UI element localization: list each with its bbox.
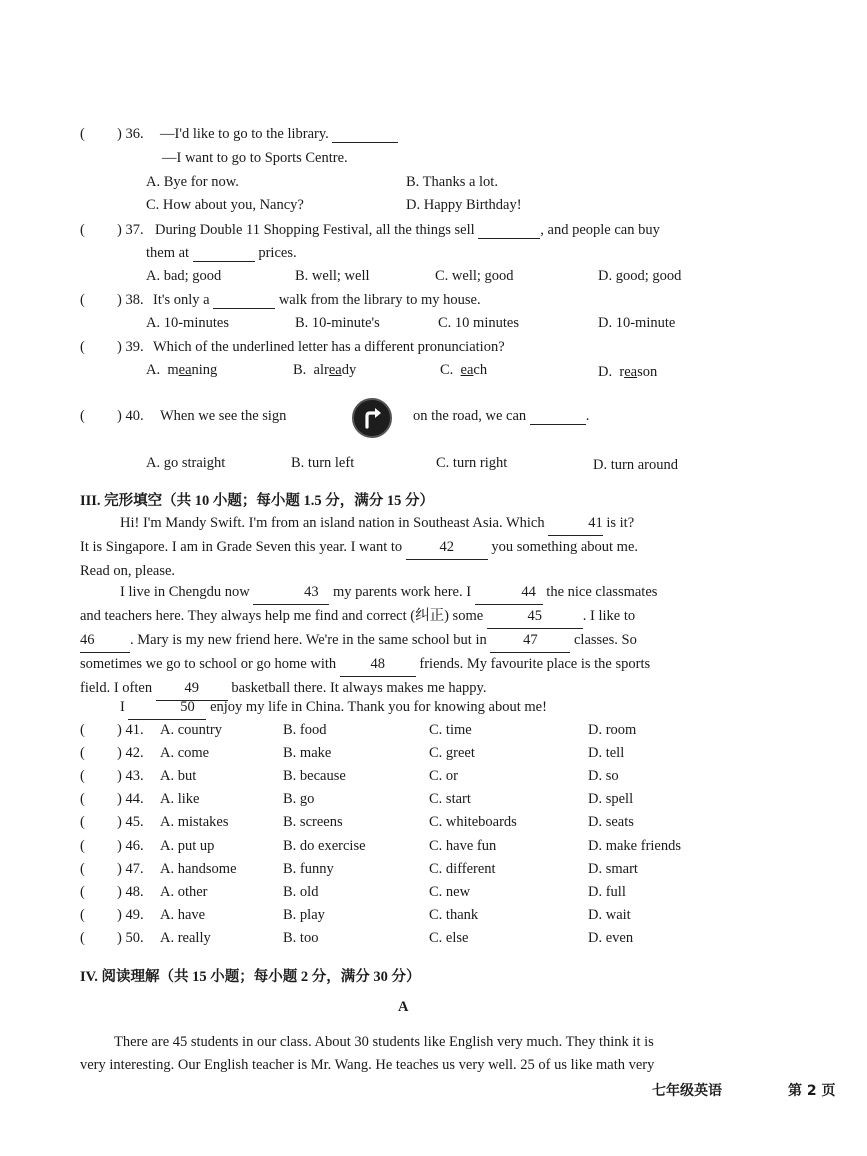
option-d: D. full	[588, 884, 626, 900]
reading-text: There are 45 students in our class. About 30 students like English very much. They think it is	[114, 1034, 654, 1050]
option-c: C. or	[429, 768, 458, 784]
answer-blank	[213, 293, 275, 309]
option-c: C. start	[429, 791, 471, 807]
option-b: B. Thanks a lot.	[406, 174, 498, 190]
answer-paren[interactable]: (	[80, 222, 85, 238]
option-b: B. because	[283, 768, 346, 784]
option-a: A. 10-minutes	[146, 315, 229, 331]
answer-paren[interactable]: (	[80, 126, 85, 142]
option-b: B. go	[283, 791, 315, 807]
question-number: ) 49.	[117, 907, 144, 923]
option-d: D. spell	[588, 791, 634, 807]
passage-paragraph-3: I 50 enjoy my life in China. Thank you for knowing about me!	[80, 696, 727, 720]
question-number: ) 40.	[117, 408, 144, 424]
footer-subject: 七年级英语	[652, 1083, 722, 1099]
option-c: C. turn right	[436, 455, 508, 471]
question-text: on the road, we can .	[413, 408, 590, 424]
question-number: ) 39.	[117, 339, 144, 355]
option-a: A. other	[160, 884, 208, 900]
option-c: C. each	[440, 362, 488, 378]
answer-paren[interactable]: (	[80, 791, 85, 807]
question-number: ) 47.	[117, 861, 144, 877]
question-text: them at prices.	[146, 245, 297, 261]
option-b: B. already	[293, 362, 357, 378]
option-a: A. mistakes	[160, 814, 229, 830]
question-text: —I'd like to go to the library.	[160, 126, 398, 143]
answer-paren[interactable]: (	[80, 768, 85, 784]
question-number: ) 42.	[117, 745, 144, 761]
option-b: B. do exercise	[283, 838, 366, 854]
question-number: ) 46.	[117, 838, 144, 854]
turn-right-sign-icon	[352, 398, 392, 438]
question-text: It's only a walk from the library to my house.	[153, 292, 481, 308]
question-number: ) 41.	[117, 722, 144, 738]
passage-paragraph-1: Hi! I'm Mandy Swift. I'm from an island nation in Southeast Asia. Which 41 is it? It is Singapore. I am in Grade Seven this year. I want to 42 you something about me. Read on, please.	[80, 512, 727, 583]
option-a: A. go straight	[146, 455, 226, 471]
question-number: ) 50.	[117, 930, 144, 946]
option-c: C. new	[429, 884, 471, 900]
question-number: ) 36.	[117, 126, 144, 142]
option-c: C. thank	[429, 907, 479, 923]
answer-blank	[530, 409, 586, 425]
option-c: C. How about you, Nancy?	[146, 197, 304, 213]
option-a: A. but	[160, 768, 197, 784]
option-a: A. country	[160, 722, 223, 738]
answer-paren[interactable]: (	[80, 339, 85, 355]
option-d: D. smart	[588, 861, 638, 877]
question-number: ) 48.	[117, 884, 144, 900]
footer-page-number: 第 2 页	[788, 1083, 836, 1099]
option-b: B. make	[283, 745, 332, 761]
question-text: Which of the underlined letter has a different pronunciation?	[153, 339, 505, 355]
option-d: D. so	[588, 768, 619, 784]
passage-paragraph-2: I live in Chengdu now 43 my parents work here. I 44 the nice classmates and teachers here. They always help me find and correct (纠正) some 45 . I like to 46 . Mary is my new friend here. We're in the same school but in 47 classes. So sometimes we go to school or go home with 48 friends. My favourite place is the sports field. I often 49 basketball there. It always makes me happy.	[80, 581, 727, 701]
option-d: D. turn around	[593, 457, 678, 473]
option-c: C. 10 minutes	[438, 315, 519, 331]
option-c: C. well; good	[435, 268, 514, 284]
answer-paren[interactable]: (	[80, 861, 85, 877]
option-d: D. good; good	[598, 268, 682, 284]
option-b: B. food	[283, 722, 327, 738]
question-number: ) 45.	[117, 814, 144, 830]
option-c: C. whiteboards	[429, 814, 517, 830]
option-d: D. Happy Birthday!	[406, 197, 522, 213]
answer-blank	[478, 223, 540, 239]
question-text: During Double 11 Shopping Festival, all the things sell , and people can buy	[155, 222, 660, 238]
answer-paren[interactable]: (	[80, 907, 85, 923]
option-c: C. different	[429, 861, 496, 877]
option-d: D. 10-minute	[598, 315, 676, 331]
option-a: A. bad; good	[146, 268, 222, 284]
section-heading: III. 完形填空（共 10 小题；每小题 1.5 分，满分 15 分）	[80, 493, 435, 509]
option-b: B. screens	[283, 814, 343, 830]
option-b: B. well; well	[295, 268, 370, 284]
option-a: A. come	[160, 745, 210, 761]
option-c: C. greet	[429, 745, 475, 761]
answer-paren[interactable]: (	[80, 930, 85, 946]
option-b: B. 10-minute's	[295, 315, 380, 331]
question-number: ) 43.	[117, 768, 144, 784]
option-a: A. really	[160, 930, 211, 946]
option-b: B. turn left	[291, 455, 355, 471]
option-d: D. even	[588, 930, 634, 946]
option-c: C. else	[429, 930, 469, 946]
answer-blank	[332, 127, 398, 143]
reading-text: very interesting. Our English teacher is Mr. Wang. He teaches us very well. 25 of us like math very	[80, 1057, 655, 1073]
option-a: A. put up	[160, 838, 215, 854]
option-a: A. like	[160, 791, 200, 807]
answer-paren[interactable]: (	[80, 838, 85, 854]
question-number: ) 44.	[117, 791, 144, 807]
passage-label: A	[398, 999, 409, 1015]
option-d: D. make friends	[588, 838, 682, 854]
answer-blank	[193, 246, 255, 262]
answer-paren[interactable]: (	[80, 745, 85, 761]
answer-paren[interactable]: (	[80, 722, 85, 738]
option-d: D. room	[588, 722, 637, 738]
option-b: B. funny	[283, 861, 334, 877]
answer-paren[interactable]: (	[80, 408, 85, 424]
option-c: C. have fun	[429, 838, 497, 854]
answer-paren[interactable]: (	[80, 814, 85, 830]
question-text: When we see the sign	[160, 408, 287, 424]
option-a: A. have	[160, 907, 206, 923]
option-a: A. handsome	[160, 861, 237, 877]
option-d: D. seats	[588, 814, 634, 830]
answer-paren[interactable]: (	[80, 884, 85, 900]
option-b: B. play	[283, 907, 325, 923]
section-heading: IV. 阅读理解（共 15 小题；每小题 2 分，满分 30 分）	[80, 969, 421, 985]
question-number: ) 37.	[117, 222, 144, 238]
option-c: C. time	[429, 722, 472, 738]
option-a: A. Bye for now.	[146, 174, 239, 190]
option-d: D. tell	[588, 745, 625, 761]
option-a: A. meaning	[146, 362, 218, 378]
answer-paren[interactable]: (	[80, 292, 85, 308]
option-d: D. wait	[588, 907, 631, 923]
question-text: —I want to go to Sports Centre.	[162, 150, 348, 166]
option-b: B. old	[283, 884, 319, 900]
option-d: D. reason	[598, 364, 658, 380]
option-b: B. too	[283, 930, 319, 946]
question-number: ) 38.	[117, 292, 144, 308]
